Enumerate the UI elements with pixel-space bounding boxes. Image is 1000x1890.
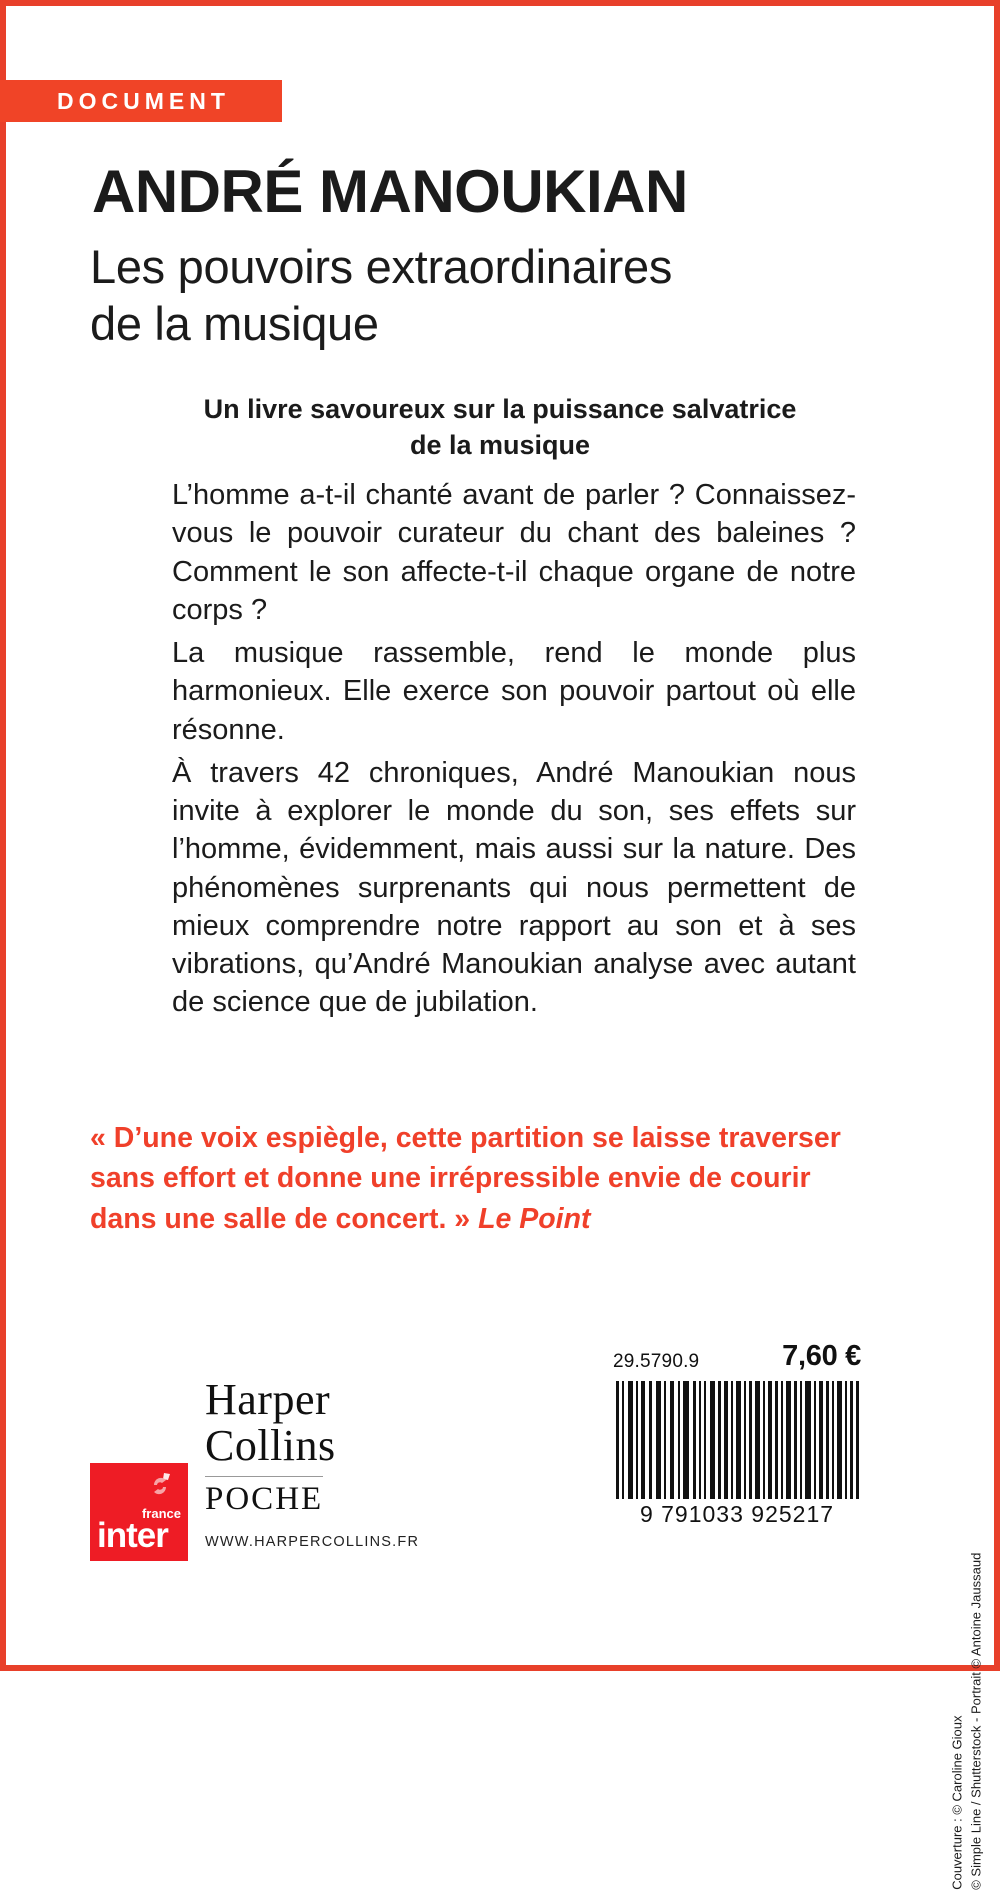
page-title <box>90 238 880 353</box>
harpercollins-logo <box>205 1375 455 1550</box>
cover-credit-line-2: © Simple Line / Shutterstock - Portrait © Antoine Jaussaud <box>968 1553 984 1890</box>
cover-border-left <box>0 0 6 1671</box>
tagline-line-1: Un livre savoureux sur la puissance salvatrice <box>203 394 797 424</box>
category-badge <box>0 80 282 122</box>
cover-border-bottom <box>0 1665 1000 1671</box>
blurb-paragraph: À travers 42 chroniques, André Manoukian nous invite à explorer le monde du son, ses effets sur l’homme, évidemment, mais aussi sur la nature. Des phénomènes surprenants qui nous permettent de mieux comprendre notre rapport au son et à ses vibrations, qu’André Manoukian analyse avec autant de science que de jubilation. <box>172 756 856 1019</box>
harpercollins-imprint: POCHE <box>205 1481 324 1517</box>
france-inter-inter-label: inter <box>97 1516 168 1555</box>
isbn-digits: 9 791033 925217 <box>639 1501 835 1527</box>
press-quote-text: « D’une voix espiègle, cette partition se laisse traverser sans effort et donne une irrépressible envie de courir dans une salle de concert. » <box>90 1122 841 1235</box>
price-label: 7,60 € <box>782 1340 861 1372</box>
blurb-paragraph: La musique rassemble, rend le monde plus harmonieux. Elle exerce son pouvoir partout où elle résonne. <box>172 637 856 746</box>
harpercollins-collins-word: Collins <box>205 1421 336 1470</box>
barcode-bars <box>613 1381 861 1499</box>
title-line-1: Les pouvoirs extraordinaires <box>90 240 673 293</box>
press-quote-source: Le Point <box>478 1202 591 1235</box>
france-inter-logo <box>90 1463 188 1561</box>
author-name: ANDRÉ MANOUKIAN <box>92 158 688 225</box>
barcode-block <box>613 1340 861 1528</box>
product-reference: 29.5790.9 <box>613 1351 700 1372</box>
blurb-text <box>172 476 856 1027</box>
harpercollins-harper-word: Harper <box>205 1375 331 1424</box>
barcode-header-row <box>613 1340 861 1373</box>
category-badge-label: DOCUMENT <box>57 87 230 114</box>
cover-credits <box>948 1553 986 1890</box>
cover-credit-line-1: Couverture : © Caroline Gioux <box>949 1715 965 1890</box>
france-inter-france-label: france <box>141 1506 181 1521</box>
tagline <box>170 392 830 463</box>
tagline-line-2: de la musique <box>409 429 591 460</box>
cover-border-right <box>994 0 1000 1671</box>
title-line-2: de la musique <box>90 297 379 351</box>
harpercollins-divider <box>205 1476 323 1477</box>
blurb-paragraph: L’homme a-t-il chanté avant de parler ? Connaissez-vous le pouvoir curateur du chant des baleines ? Comment le son affecte-t-il chaque organe de notre corps ? <box>172 479 856 626</box>
france-inter-swirl-icon <box>146 1471 176 1501</box>
cover-border-top <box>0 0 1000 6</box>
publisher-website: WWW.HARPERCOLLINS.FR <box>205 1534 420 1550</box>
press-quote <box>90 1118 850 1239</box>
